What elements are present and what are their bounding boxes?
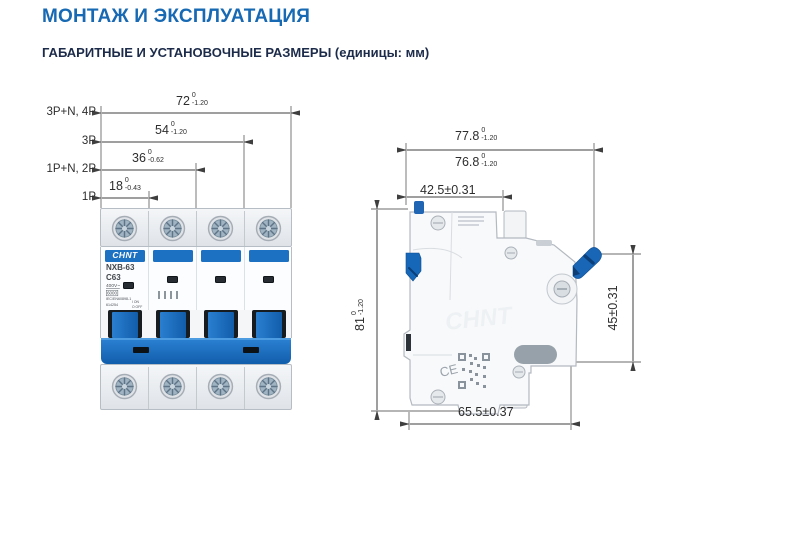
- dim-76-8: 76.8 0 -1.20: [455, 153, 498, 169]
- rear-step-tab: [536, 240, 552, 246]
- on-mark: I ON: [132, 300, 139, 304]
- handle-slot: [108, 310, 142, 338]
- module-separator: [148, 211, 149, 246]
- top-blue-pin: [414, 201, 424, 214]
- breaking-capacity-label: 6000: [107, 290, 117, 296]
- screw-icon: [159, 215, 186, 242]
- module-separator: [244, 211, 245, 246]
- blue-band: [153, 250, 193, 262]
- wiring-marks: [158, 291, 160, 299]
- page-title: МОНТАЖ И ЭКСПЛУАТАЦИЯ: [42, 6, 311, 27]
- handle-slot: [252, 310, 286, 338]
- dim-45: 45±0.31: [606, 285, 620, 331]
- screw-icon: [207, 215, 234, 242]
- section-subtitle: ГАБАРИТНЫЕ И УСТАНОВОЧНЫЕ РАЗМЕРЫ (единицы: мм): [42, 45, 430, 60]
- pole-label-1p: 1P: [81, 191, 96, 203]
- rail-clip-slot: [406, 334, 411, 351]
- toggle-zone: [100, 310, 292, 338]
- dim-54: 54 0 -1.20: [155, 121, 187, 137]
- front-view-breaker: [100, 208, 292, 410]
- screw-icon: [255, 373, 282, 400]
- dim-77-8: 77.8 0 -1.20: [455, 127, 498, 143]
- ce-mark: CE: [438, 360, 460, 380]
- dim-72: 72 0 -1.20: [176, 92, 208, 108]
- module-separator: [244, 247, 245, 310]
- toggle-handle: [160, 312, 186, 338]
- toggle-handle: [208, 312, 234, 338]
- chint-logo: CHNT: [112, 250, 138, 260]
- dim-81: 81 0 -1.20: [350, 299, 367, 331]
- module-separator: [196, 247, 197, 310]
- indicator-window: [263, 276, 274, 283]
- screw-icon: [207, 373, 234, 400]
- module-separator: [148, 367, 149, 409]
- handle-tie-bar: [101, 338, 291, 364]
- dim-36: 36 0 -0.62: [132, 149, 164, 165]
- din-clip-pull: [514, 345, 557, 364]
- toggle-handle: [256, 312, 282, 338]
- pole-label-2p: 1P+N, 2P: [46, 163, 96, 175]
- side-top-terminal: [504, 211, 526, 239]
- blue-band: [249, 250, 289, 262]
- toggle-handle: [112, 312, 138, 338]
- dim-18: 18 0 -0.43: [109, 177, 141, 193]
- wiring-marks: [164, 291, 166, 299]
- wiring-marks: [170, 291, 172, 299]
- off-mark: O OFF: [132, 305, 143, 309]
- pole-label-3p: 3P: [81, 135, 96, 147]
- code-label: 614254: [106, 303, 119, 308]
- handle-slot: [204, 310, 238, 338]
- model-label: NXB-63: [106, 263, 135, 272]
- dim-65-5: 65.5±0.37: [458, 405, 514, 419]
- front-body: [100, 247, 292, 310]
- module-separator: [196, 367, 197, 409]
- dim-42-5: 42.5±0.31: [420, 183, 476, 197]
- blue-band: [201, 250, 241, 262]
- screw-icon: [111, 215, 138, 242]
- wiring-marks: [176, 291, 178, 299]
- screw-icon: [111, 373, 138, 400]
- rating-label: C63: [106, 273, 121, 282]
- side-view-drawing: [404, 201, 602, 414]
- indicator-window: [123, 282, 134, 289]
- module-separator: [244, 367, 245, 409]
- pole-label-4p: 3P+N, 4P: [46, 106, 96, 118]
- standard-label: IEC/EN60898-1: [106, 297, 132, 302]
- screw-icon: [159, 373, 186, 400]
- handle-slot: [156, 310, 190, 338]
- tie-bar-slot: [133, 347, 149, 353]
- indicator-window: [167, 276, 178, 283]
- indicator-window: [215, 276, 226, 283]
- voltage-label: 400V~: [106, 283, 121, 289]
- tie-bar-slot: [243, 347, 259, 353]
- screw-icon: [255, 215, 282, 242]
- module-separator: [196, 211, 197, 246]
- molded-logo-watermark: CHNT: [443, 302, 513, 336]
- brand-band: [105, 250, 145, 262]
